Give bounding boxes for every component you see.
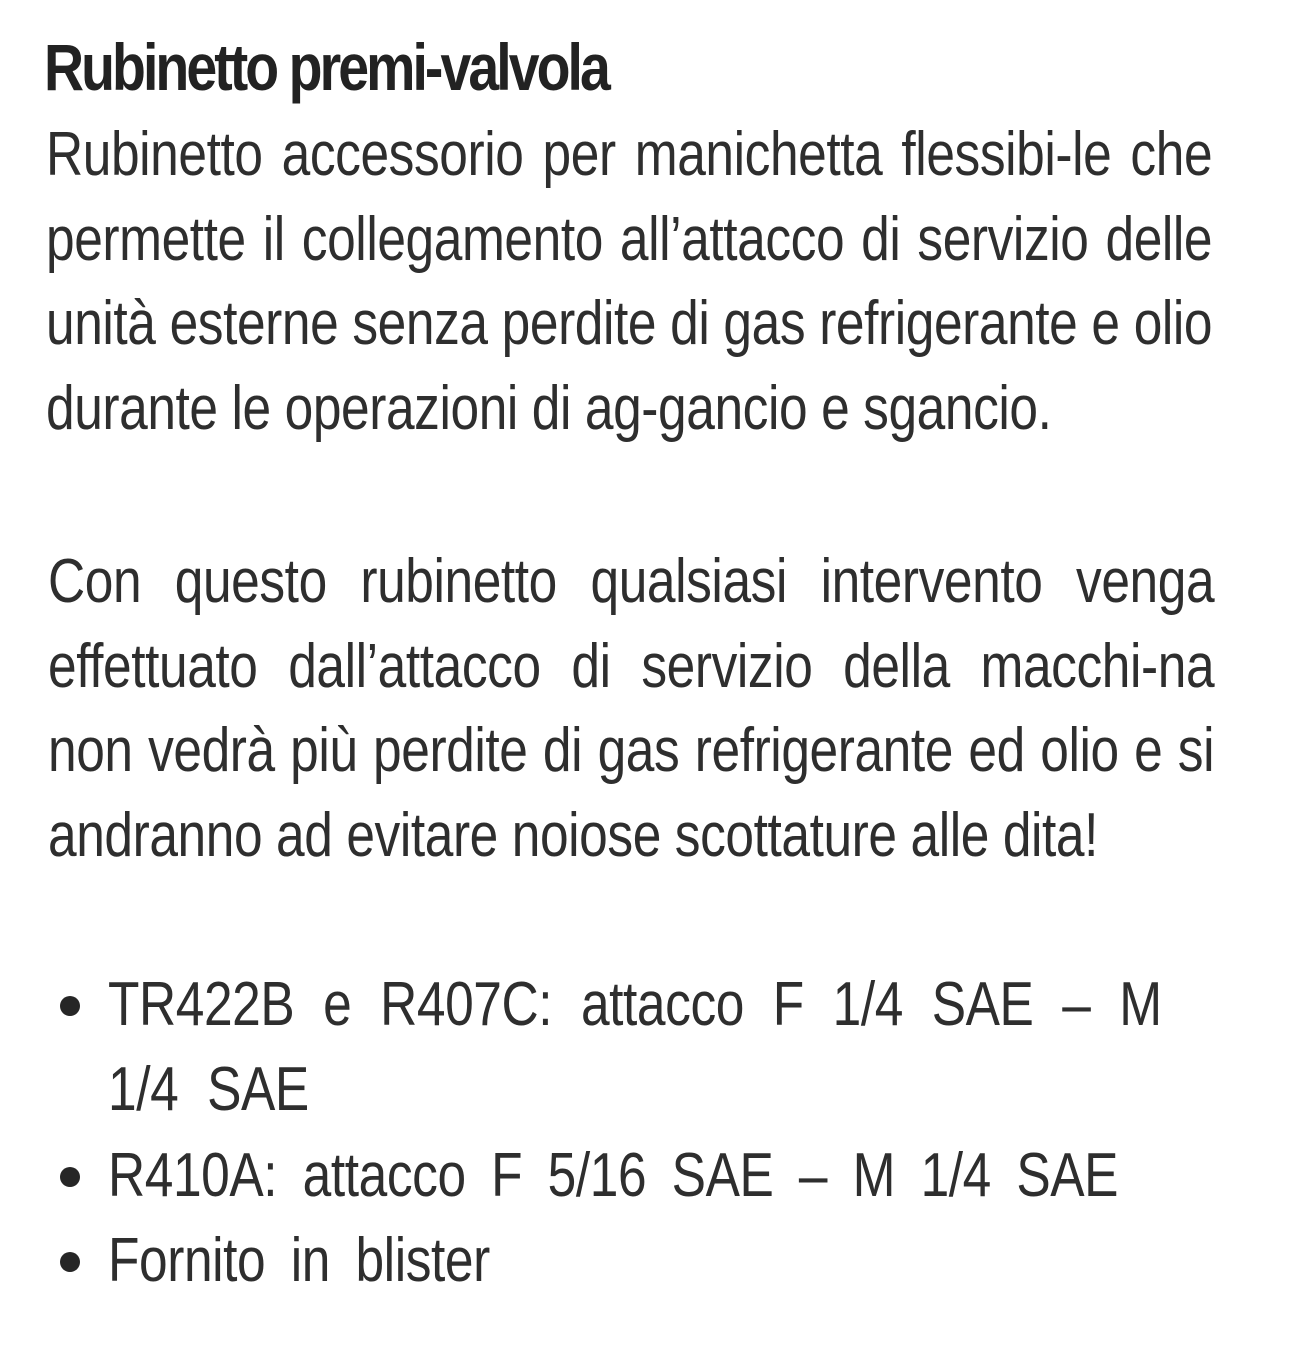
document-title: Rubinetto premi-valvola — [44, 30, 608, 104]
list-item — [50, 1219, 1299, 1304]
description-paragraph: Rubinetto accessorio per manichetta flessibi-le che permette il collegamento all’attacco di servizio delle unità esterne senza perdite di gas refrigerante e olio durante le operazioni di ag-gancio e sgancio. — [46, 120, 1213, 443]
list-item-text: Fornito in blister — [108, 1225, 490, 1295]
bullet-icon — [60, 1167, 80, 1187]
usage-paragraph: Con questo rubinetto qualsiasi intervento venga effettuato dall’attacco di servizio della macchi-na non vedrà più perdite di gas refrigerante ed olio e si andranno ad evitare noiose scottature alle dita! — [48, 547, 1215, 870]
bullet-icon — [60, 996, 80, 1016]
list-item — [50, 1134, 1299, 1219]
bullet-icon — [60, 1252, 80, 1272]
list-item-text: R410A: attacco F 5/16 SAE – M 1/4 SAE — [108, 1141, 1119, 1210]
list-item — [50, 963, 1299, 1134]
feature-list — [50, 963, 1299, 1303]
list-item-text: TR422B e R407C: attacco F 1/4 SAE – M 1/4 SAE — [108, 970, 1162, 1124]
